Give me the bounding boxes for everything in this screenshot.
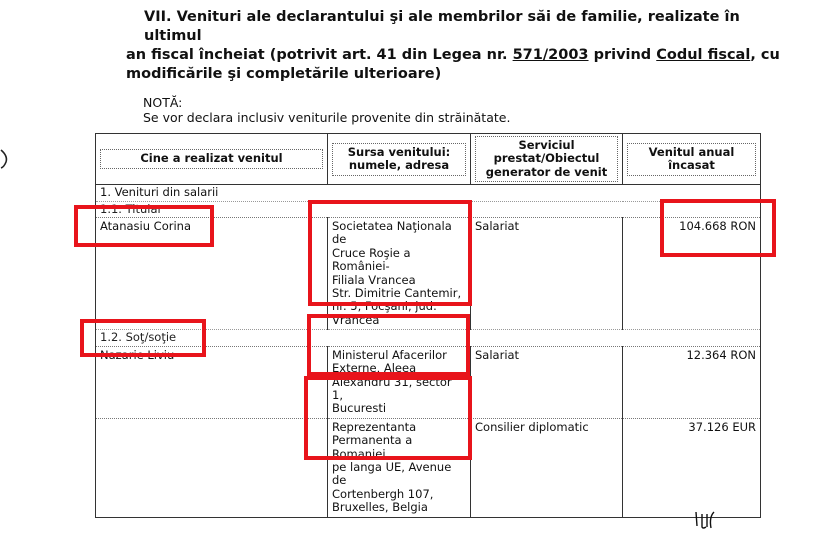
header-amount: Venitul anual încasat [623,134,761,185]
row-amount: 12.364 RON [623,346,761,418]
row-who [96,418,328,517]
handwritten-initials-icon [694,508,718,532]
highlight-box-source-bruxelles [304,376,472,460]
header-service: Serviciul prestat/Obiectul generator de venit [471,134,623,185]
law-number-link[interactable]: 571/2003 [512,47,589,63]
subsection-holder-label: 1.1. Titular [96,201,761,217]
note-label: NOTĂ: [143,95,183,110]
row-source: Ministerul Afacerilor Externe, Aleea Alexandru 31, sector 1, Bucuresti [328,346,471,418]
heading-line-1: VII. Venituri ale declarantului şi ale membrilor săi de familie, realizate în ultimul [144,9,740,44]
row-service: Salariat [471,346,623,418]
highlight-box-name-liviu [80,319,206,357]
margin-mark-icon [0,148,10,170]
note-block [143,95,510,125]
highlight-box-amount-ron [660,199,776,257]
heading-line-3: modificările şi completările ulterioare) [126,66,442,82]
row-amount: 37.126 EUR [623,418,761,517]
row-service: Consilier diplomatic [471,418,623,517]
heading-line-2-a: an fiscal încheiat (potrivit art. 41 din Legea nr. [126,47,513,63]
row-source: Reprezentanta Permanenta a Romaniei pe langa UE, Avenue de Cortenbergh 107, Bruxelles, Belgia [328,418,471,517]
header-source: Sursa venitului: numele, adresa [328,134,471,185]
highlight-box-name-corina [74,205,214,247]
row-service: Salariat [471,218,623,330]
row-who: Atanasiu Corina [96,218,328,330]
note-text: Se vor declara inclusiv veniturile provenite din străinătate. [143,110,511,125]
table-header-row [96,134,761,185]
row-who: Nazarie Liviu [96,346,328,418]
subsection-spouse-label: 1.2. Soţ/soţie [96,330,761,346]
heading-line-2-b: privind [588,47,657,63]
highlight-box-source-mae [307,314,470,376]
fiscal-code-link[interactable]: Codul fiscal [656,47,751,63]
section-heading [126,8,784,84]
heading-line-2-c: , cu [750,47,780,63]
row-source: Societatea Naţionala de Cruce Roşie a României- Filiala Vrancea Str. Dimitrie Cantemir, nr. 5, Focşani, jud. Vrancea [328,218,471,330]
highlight-box-source-crucea-rosie [308,200,472,306]
header-who: Cine a realizat venitul [96,134,328,185]
section-label: 1. Venituri din salarii [96,185,761,201]
row-amount: 104.668 RON [623,218,761,330]
heading-line-2 [126,46,784,65]
